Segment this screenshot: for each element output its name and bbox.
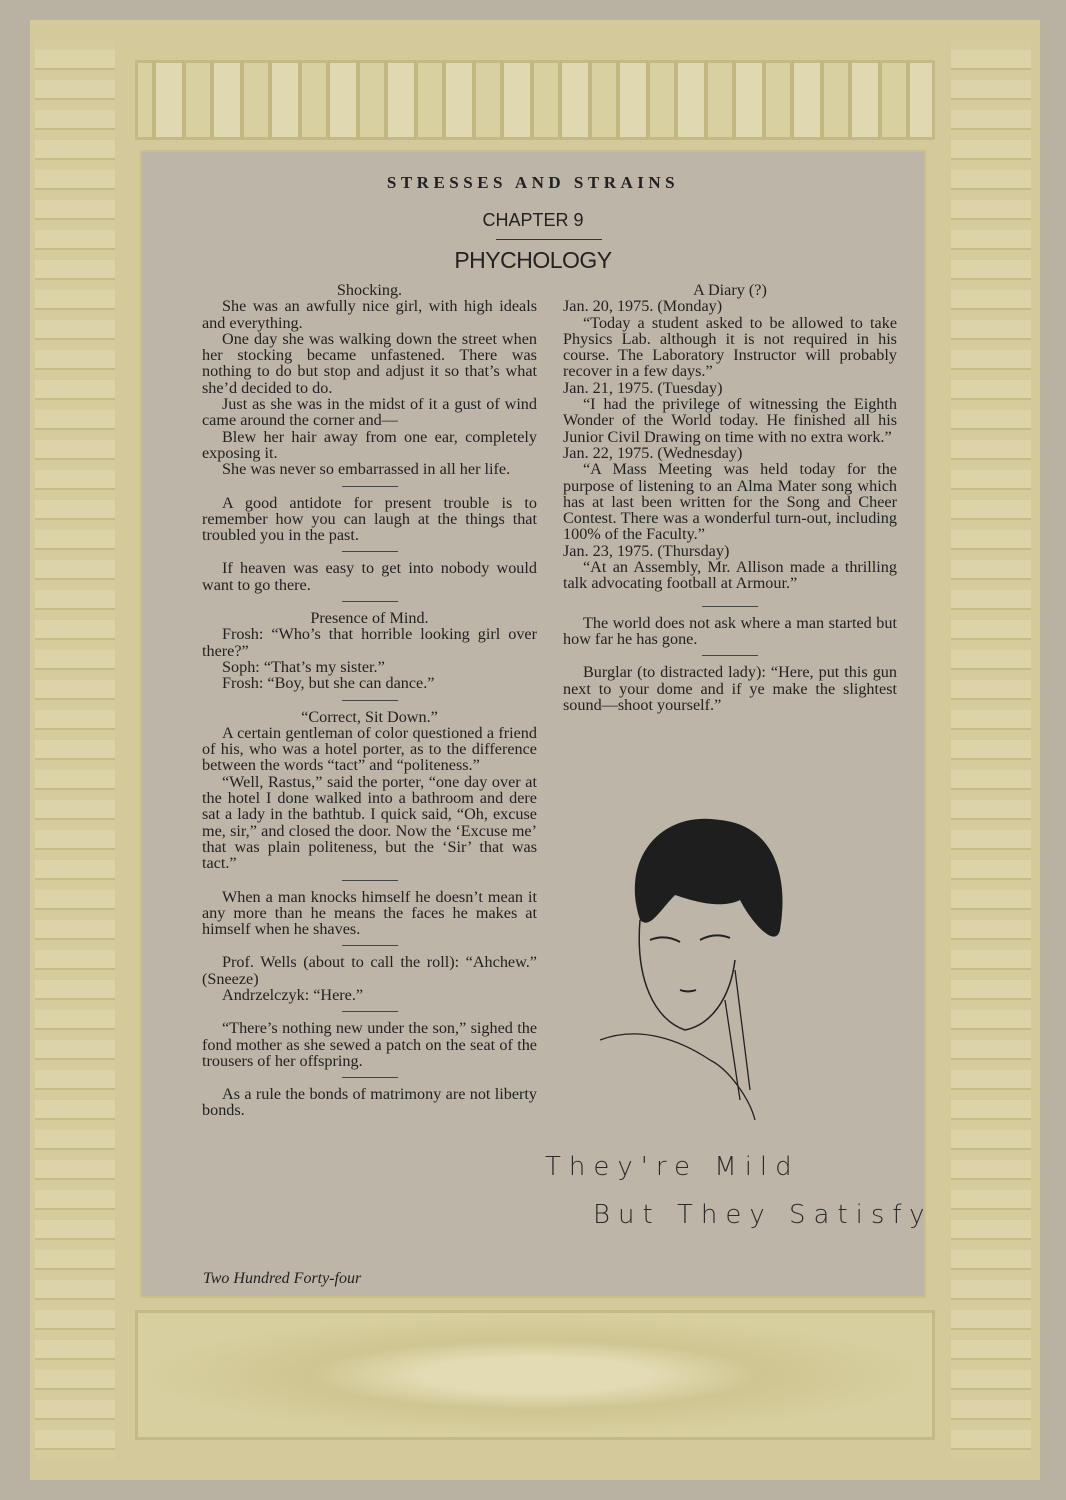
paragraph: Just as she was in the midst of it a gust of wind came around the corner and— [202,395,537,430]
article-title: Presence of Mind. [310,609,429,628]
paragraph: Frosh: “Boy, but she can dance.” [222,674,435,693]
divider [702,655,758,656]
paragraph: Burglar (to distracted lady): “Here, put this gun next to your dome and if ye make the slightest sound—shoot yourself.” [563,663,897,714]
slogan-line-2: But They Satisfy [593,1200,933,1230]
diary-entry: “Today a student asked to be allowed to take Physics Lab. although it is not required in his course. The Laboratory Instructor will probably recover in a few days.” [563,313,897,381]
paragraph: Blew her hair away from one ear, completely exposing it. [202,427,537,462]
paragraph: As a rule the bonds of matrimony are not liberty bonds. [202,1085,537,1120]
divider [342,700,398,701]
article-title: “Correct, Sit Down.” [301,707,438,726]
paragraph: “There’s nothing new under the son,” sighed the fond mother as she sewed a patch on the seat of the trousers of her offspring. [202,1019,537,1070]
paragraph: Frosh: “Who’s that horrible looking girl over there?” [202,625,537,660]
diary-entry: “I had the privilege of witnessing the Eighth Wonder of the World today. He finished all his Junior Civil Drawing on time with no extra work.” [563,395,897,446]
paragraph: “Well, Rastus,” said the porter, “one day over at the hotel I done walked into a bathroom and dere sat a lady in the bathtub. I quick said, “Oh, excuse me, sir,” and closed the door. Now the ‘Excuse me’ that was plain politeness, but the ‘Sir’ that was tact.” [202,772,537,873]
divider [342,880,398,881]
paragraph: She was never so embarrassed in all her life. [222,460,511,479]
paragraph: A certain gentleman of color questioned a friend of his, who was a hotel porter, as to the difference between the words “tact” and “politeness.” [202,723,537,775]
chapter-label: CHAPTER 9 [482,210,584,230]
border-top-ornament [135,60,935,140]
paragraph: The world does not ask where a man started but how far he has gone. [563,613,897,648]
right-column [563,282,897,713]
page-number: Two Hundred Forty-four [203,1270,362,1287]
diary-date: Jan. 20, 1975. (Monday) [563,297,723,316]
paragraph: Soph: “That’s my sister.” [222,657,385,676]
diary-entry: “A Mass Meeting was held today for the purpose of listening to an Alma Mater song which has at last been written for the Song and Cheer Contest. There was a wonderful turn-out, including 100% of the Faculty.” [563,460,897,544]
article-title: Shocking. [336,281,403,299]
portrait-illustration [580,800,810,1130]
paragraph: A good antidote for present trouble is to remember how you can laugh at the things that troubled you in the past. [202,493,537,545]
diary-entry: “At an Assembly, Mr. Allison made a thrilling talk advocating football at Armour.” [563,558,897,593]
running-title: STRESSES AND STRAINS [386,173,680,192]
slogan-line-1: They're Mild [545,1152,800,1182]
paragraph: She was an awfully nice girl, with high ideals and everything. [202,297,537,332]
divider [342,1077,398,1078]
diary-date: Jan. 23, 1975. (Thursday) [563,541,730,560]
divider [342,945,398,946]
paragraph: One day she was walking down the street when her stocking became unfastened. There was nothing to do but stop and adjust it so that’s what she’d decided to do. [202,329,537,397]
section-title: PHYCHOLOGY [454,247,612,273]
left-column [202,282,537,1119]
diary-date: Jan. 21, 1975. (Tuesday) [563,378,723,397]
divider [342,1011,398,1012]
article-title: A Diary (?) [693,281,767,299]
border-left-ornament [35,40,115,1460]
divider [342,601,398,602]
paragraph: When a man knocks himself he doesn’t mean it any more than he means the faces he makes at himself when he shaves. [202,887,537,939]
divider [702,606,758,607]
border-bottom-ornament [135,1310,935,1440]
divider [342,551,398,552]
paragraph: Prof. Wells (about to call the roll): “Ahchew.” (Sneeze) [202,953,537,988]
paragraph: Andrzelczyk: “Here.” [222,985,364,1004]
border-right-ornament [951,40,1031,1460]
diary-date: Jan. 22, 1975. (Wednesday) [563,443,743,462]
paragraph: If heaven was easy to get into nobody would want to go there. [202,559,537,594]
divider [342,486,398,487]
title-divider [496,239,602,240]
